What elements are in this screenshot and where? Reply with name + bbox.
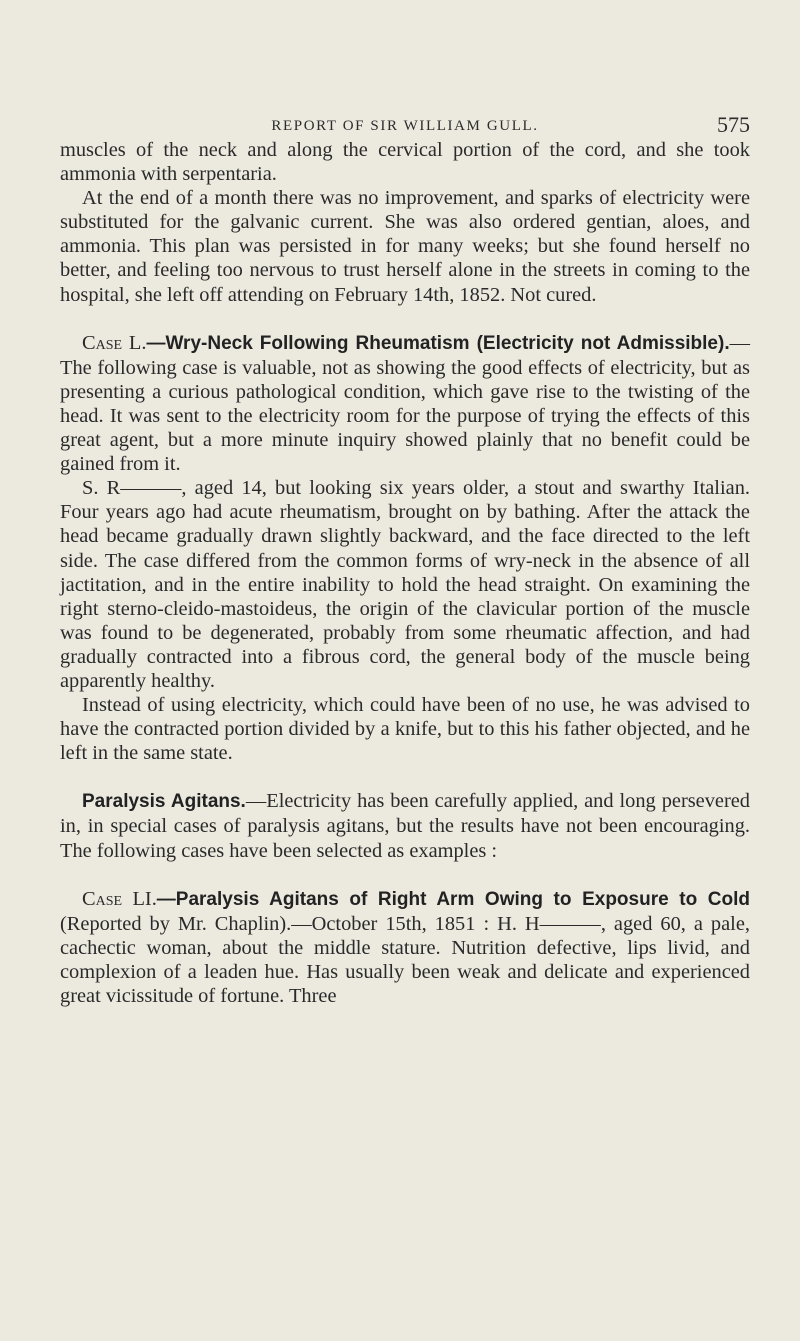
paragraph-patient-sr: S. R———, aged 14, but looking six years older, a stout and swarthy Italian. Four years ago had acute rheumatism, brought on by bathing. After the attack the head became gradually drawn slightly backward, and the face directed to the left side. The case differed from the common forms of wry-neck in the absence of all jactitation, and in the entire inability to hold the head straight. On examining the right sterno-cleido-mastoideus, the origin of the clavicular portion of the muscle was found to be degenerated, probably from some rheumatic affection, and had gradually contracted into a fibrous cord, the general body of the muscle being apparently healthy. [60, 477, 750, 692]
case-l-text: —The following case is valuable, not as showing the good effects of electricity, but as presenting a curious pathological condition, which gave rise to the twisting of the head. It was sent to the electricity room for the purpose of trying the effects of this great agent, but a more minute inquiry showed plainly that no benefit could be gained from it. [60, 331, 750, 476]
body-text [60, 138, 750, 1008]
paragraph-paralysis-agitans [60, 789, 750, 862]
case-l-title: —Wry-Neck Following Rheumatism (Electricity not Admissible). [146, 332, 730, 354]
paragraph-advice: Instead of using electricity, which could have been of no use, he was advised to have the contracted portion divided by a knife, but to this his father objected, and he left in the same state. [60, 694, 750, 765]
paragraph-case-li [60, 887, 750, 1008]
case-li-label: Case LI. [82, 887, 157, 910]
paragraph-continuation: muscles of the neck and along the cervical portion of the cord, and she took ammonia with serpentaria. [60, 139, 750, 186]
case-l-label: Case L. [82, 331, 147, 354]
paragraph-case-l [60, 331, 750, 477]
case-li-title: —Paralysis Agitans of Right Arm Owing to Exposure to Cold [156, 888, 750, 910]
page-number: 575 [717, 112, 750, 137]
paralysis-text: —Electricity has been carefully applied, and long persevered in, in special cases of paralysis agitans, but the results have not been encouraging. The following cases have been selected as examples : [60, 790, 751, 862]
running-head: REPORT OF SIR WILLIAM GULL. [271, 118, 539, 134]
paragraph-treatment: At the end of a month there was no improvement, and sparks of electricity were substituted for the galvanic current. She was also ordered gentian, aloes, and ammonia. This plan was persisted in for many weeks; but she found herself no better, and feeling too nervous to trust herself alone in the streets in coming to the hospital, she left off attending on February 14th, 1852. Not cured. [60, 187, 750, 306]
paralysis-title: Paralysis Agitans. [82, 791, 246, 813]
case-li-text: (Reported by Mr. Chaplin).—October 15th, 1851 : H. H———, aged 60, a pale, cachectic woman, about the middle stature. Nutrition defective, lips livid, and complexion of a leaden hue. Has usually been weak and delicate and experienced great vicissitude of fortune. Three [60, 912, 750, 1007]
